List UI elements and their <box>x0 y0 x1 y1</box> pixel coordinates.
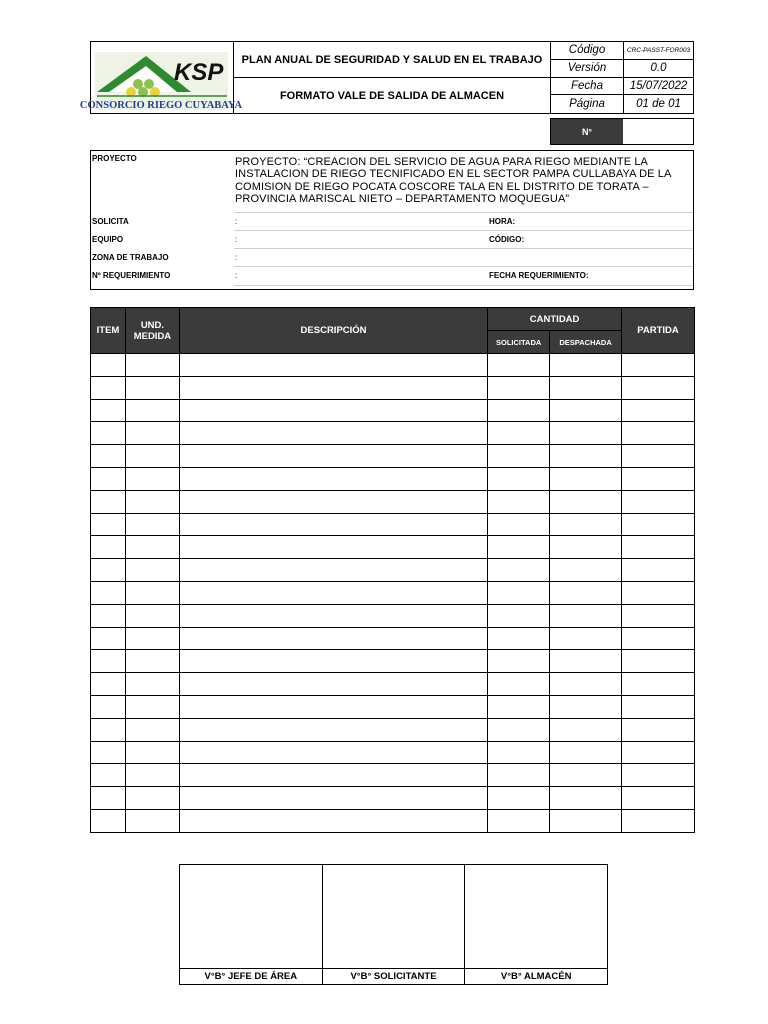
table-cell[interactable] <box>488 695 550 718</box>
col-partida: PARTIDA <box>622 308 695 354</box>
table-cell[interactable] <box>91 581 126 604</box>
table-cell[interactable] <box>179 581 487 604</box>
number-field[interactable] <box>623 119 693 144</box>
meta-value: 15/07/2022 <box>629 79 688 92</box>
table-cell[interactable] <box>91 650 126 673</box>
table-cell[interactable] <box>488 809 550 832</box>
table-cell[interactable] <box>179 718 487 741</box>
colon: : <box>235 235 238 244</box>
table-cell[interactable] <box>622 581 695 604</box>
col-dispatched: DESPACHADA <box>550 331 622 354</box>
table-cell[interactable] <box>125 787 179 810</box>
table-cell[interactable] <box>550 376 622 399</box>
table-cell[interactable] <box>488 559 550 582</box>
table-cell[interactable] <box>550 536 622 559</box>
meta-key: Fecha <box>551 78 624 95</box>
table-row <box>91 354 695 377</box>
signature-space[interactable] <box>180 865 322 969</box>
table-cell[interactable] <box>622 399 695 422</box>
table-cell[interactable] <box>550 764 622 787</box>
table-cell[interactable] <box>125 741 179 764</box>
table-cell[interactable] <box>125 376 179 399</box>
table-cell[interactable] <box>622 627 695 650</box>
signature-requester <box>323 865 466 984</box>
table-cell[interactable] <box>179 673 487 696</box>
table-cell[interactable] <box>622 513 695 536</box>
table-row <box>91 445 695 468</box>
table-cell[interactable] <box>550 627 622 650</box>
table-cell[interactable] <box>550 787 622 810</box>
table-cell[interactable] <box>488 627 550 650</box>
signature-space[interactable] <box>465 865 607 969</box>
table-cell[interactable] <box>125 422 179 445</box>
table-cell[interactable] <box>622 536 695 559</box>
table-cell[interactable] <box>550 513 622 536</box>
table-cell[interactable] <box>125 513 179 536</box>
table-cell[interactable] <box>91 376 126 399</box>
table-cell[interactable] <box>622 559 695 582</box>
meta-row-code <box>551 42 693 60</box>
table-cell[interactable] <box>91 604 126 627</box>
table-cell[interactable] <box>179 490 487 513</box>
table-cell[interactable] <box>179 650 487 673</box>
table-cell[interactable] <box>91 445 126 468</box>
meta-key: Código <box>551 42 624 59</box>
table-cell[interactable] <box>550 399 622 422</box>
signature-space[interactable] <box>323 865 465 969</box>
table-cell[interactable] <box>91 490 126 513</box>
logo-brand-text: KSP <box>174 59 224 86</box>
table-cell[interactable] <box>488 581 550 604</box>
table-row <box>91 718 695 741</box>
table-row <box>91 604 695 627</box>
table-cell[interactable] <box>125 445 179 468</box>
table-cell[interactable] <box>125 695 179 718</box>
table-cell[interactable] <box>179 764 487 787</box>
table-cell[interactable] <box>125 627 179 650</box>
document-subtitle: FORMATO VALE DE SALIDA DE ALMACEN <box>234 78 551 113</box>
table-cell[interactable] <box>488 536 550 559</box>
table-cell[interactable] <box>91 536 126 559</box>
meta-row-date <box>551 78 693 96</box>
table-cell[interactable] <box>91 673 126 696</box>
meta-row-page <box>551 95 693 113</box>
table-cell[interactable] <box>179 787 487 810</box>
col-unit-line2: MEDIDA <box>133 330 172 342</box>
table-cell[interactable] <box>125 467 179 490</box>
hora-label: HORA: <box>489 217 516 226</box>
table-row <box>91 399 695 422</box>
table-cell[interactable] <box>488 422 550 445</box>
table-cell[interactable] <box>622 695 695 718</box>
table-cell[interactable] <box>622 718 695 741</box>
table-row <box>91 695 695 718</box>
col-unit-line1: UND. <box>140 319 165 331</box>
table-cell[interactable] <box>91 741 126 764</box>
signature-label: V°B° JEFE DE ÁREA <box>204 971 298 982</box>
table-row <box>91 467 695 490</box>
signature-label: V°B° SOLICITANTE <box>350 971 437 982</box>
table-cell[interactable] <box>488 718 550 741</box>
table-cell[interactable] <box>125 536 179 559</box>
table-row <box>91 376 695 399</box>
table-cell[interactable] <box>550 741 622 764</box>
table-cell[interactable] <box>179 695 487 718</box>
meta-key: Versión <box>551 60 624 77</box>
table-cell[interactable] <box>488 673 550 696</box>
table-row <box>91 650 695 673</box>
table-cell[interactable] <box>488 604 550 627</box>
table-cell[interactable] <box>622 445 695 468</box>
table-cell[interactable] <box>550 650 622 673</box>
table-cell[interactable] <box>179 559 487 582</box>
table-row <box>91 741 695 764</box>
table-cell[interactable] <box>550 445 622 468</box>
table-cell[interactable] <box>91 513 126 536</box>
table-cell[interactable] <box>125 764 179 787</box>
table-cell[interactable] <box>125 559 179 582</box>
table-cell[interactable] <box>622 354 695 377</box>
col-item: ITEM <box>91 308 126 354</box>
table-cell[interactable] <box>488 490 550 513</box>
table-cell[interactable] <box>179 467 487 490</box>
table-cell[interactable] <box>91 559 126 582</box>
table-cell[interactable] <box>91 764 126 787</box>
project-info <box>90 150 694 290</box>
table-cell[interactable] <box>179 376 487 399</box>
table-cell[interactable] <box>550 559 622 582</box>
table-cell[interactable] <box>550 695 622 718</box>
table-cell[interactable] <box>125 604 179 627</box>
table-cell[interactable] <box>550 581 622 604</box>
table-cell[interactable] <box>125 673 179 696</box>
table-cell[interactable] <box>91 354 126 377</box>
table-cell[interactable] <box>91 422 126 445</box>
table-cell[interactable] <box>622 673 695 696</box>
table-cell[interactable] <box>488 399 550 422</box>
signature-block <box>179 864 608 985</box>
table-cell[interactable] <box>179 741 487 764</box>
table-cell[interactable] <box>622 376 695 399</box>
table-cell[interactable] <box>488 354 550 377</box>
meta-key: Página <box>551 95 624 113</box>
table-row <box>91 559 695 582</box>
table-cell[interactable] <box>488 787 550 810</box>
table-cell[interactable] <box>125 354 179 377</box>
table-cell[interactable] <box>91 718 126 741</box>
table-row <box>91 809 695 832</box>
document-title: PLAN ANUAL DE SEGURIDAD Y SALUD EN EL TRABAJO <box>234 42 551 78</box>
equipo-label: EQUIPO <box>92 235 124 244</box>
equipo-field[interactable] <box>234 248 693 249</box>
table-cell[interactable] <box>550 718 622 741</box>
table-cell[interactable] <box>550 809 622 832</box>
signature-area-head <box>180 865 323 984</box>
table-cell[interactable] <box>622 741 695 764</box>
voucher-number-box <box>550 118 694 145</box>
table-cell[interactable] <box>488 764 550 787</box>
table-cell[interactable] <box>622 490 695 513</box>
table-cell[interactable] <box>622 467 695 490</box>
table-row <box>91 673 695 696</box>
table-cell[interactable] <box>125 809 179 832</box>
table-cell[interactable] <box>488 376 550 399</box>
table-cell[interactable] <box>125 718 179 741</box>
project-label: PROYECTO <box>92 154 137 163</box>
table-cell[interactable] <box>622 764 695 787</box>
col-quantity: CANTIDAD <box>488 308 622 331</box>
codigo-label: CÓDIGO: <box>489 235 525 244</box>
header-block <box>79 41 694 114</box>
colon: : <box>235 217 238 226</box>
table-row <box>91 513 695 536</box>
table-cell[interactable] <box>179 354 487 377</box>
table-row <box>91 787 695 810</box>
table-cell[interactable] <box>125 399 179 422</box>
table-cell[interactable] <box>179 809 487 832</box>
table-row <box>91 422 695 445</box>
table-cell[interactable] <box>179 399 487 422</box>
meta-value: CRC-PASST-FOR003 <box>626 46 691 54</box>
meta-value: 0.0 <box>650 62 667 75</box>
table-cell[interactable] <box>91 787 126 810</box>
table-cell[interactable] <box>125 490 179 513</box>
table-cell[interactable] <box>179 445 487 468</box>
document-meta <box>551 42 693 113</box>
signature-warehouse <box>465 865 607 984</box>
table-cell[interactable] <box>125 581 179 604</box>
table-cell[interactable] <box>91 399 126 422</box>
fecha-requerimiento-label: FECHA REQUERIMIENTO: <box>489 271 589 280</box>
table-cell[interactable] <box>488 513 550 536</box>
table-cell[interactable] <box>488 467 550 490</box>
table-cell[interactable] <box>91 695 126 718</box>
table-cell[interactable] <box>550 604 622 627</box>
table-row <box>91 536 695 559</box>
table-cell[interactable] <box>488 741 550 764</box>
meta-row-version <box>551 60 693 78</box>
items-body <box>91 354 695 833</box>
table-cell[interactable] <box>622 604 695 627</box>
table-cell[interactable] <box>488 650 550 673</box>
table-cell[interactable] <box>179 513 487 536</box>
table-cell[interactable] <box>550 490 622 513</box>
requerimiento-label: Nº REQUERIMIENTO <box>92 271 171 280</box>
table-row <box>91 764 695 787</box>
table-cell[interactable] <box>91 809 126 832</box>
table-cell[interactable] <box>91 467 126 490</box>
table-row <box>91 490 695 513</box>
col-unit <box>125 308 179 354</box>
ksp-logo-icon <box>79 42 243 113</box>
project-description: PROYECTO: “CREACION DEL SERVICIO DE AGUA PARA RIEGO MEDIANTE LA INSTALACION DE RIEGO TECNIFICADO EN EL SECTOR PAMPA CULLABAYA DE LA COMISION DE RIEGO POCATA COSCORE TALA EN EL DISTRITO DE TORATA – PROVINCIA MARISCAL NIETO – DEPARTAMENTO MOQUEGUA” <box>235 156 671 205</box>
logo-name-text: CONSORCIO RIEGO CUYABAYA <box>79 100 243 111</box>
zona-field[interactable] <box>234 266 693 267</box>
items-table <box>90 307 695 833</box>
table-cell[interactable] <box>622 422 695 445</box>
requerimiento-field[interactable] <box>234 285 693 286</box>
table-cell[interactable] <box>179 422 487 445</box>
table-cell[interactable] <box>622 787 695 810</box>
company-logo <box>79 42 243 113</box>
number-label: N° <box>551 119 623 144</box>
table-cell[interactable] <box>179 627 487 650</box>
table-cell[interactable] <box>488 445 550 468</box>
table-cell[interactable] <box>550 354 622 377</box>
col-requested: SOLICITADA <box>488 331 550 354</box>
signature-label: V°B° ALMACÉN <box>500 971 572 982</box>
divider <box>234 212 693 213</box>
table-cell[interactable] <box>179 604 487 627</box>
zona-label: ZONA DE TRABAJO <box>92 253 169 262</box>
table-cell[interactable] <box>179 536 487 559</box>
table-cell[interactable] <box>622 650 695 673</box>
solicita-field[interactable] <box>234 230 693 231</box>
table-cell[interactable] <box>91 627 126 650</box>
table-cell[interactable] <box>550 467 622 490</box>
table-cell[interactable] <box>622 809 695 832</box>
table-cell[interactable] <box>125 650 179 673</box>
col-description: DESCRIPCIÓN <box>179 308 487 354</box>
table-row <box>91 627 695 650</box>
solicita-label: SOLICITA <box>92 217 129 226</box>
table-row <box>91 581 695 604</box>
meta-value: 01 de 01 <box>636 98 681 111</box>
table-cell[interactable] <box>550 422 622 445</box>
colon: : <box>235 253 238 262</box>
table-cell[interactable] <box>550 673 622 696</box>
colon: : <box>235 271 238 280</box>
